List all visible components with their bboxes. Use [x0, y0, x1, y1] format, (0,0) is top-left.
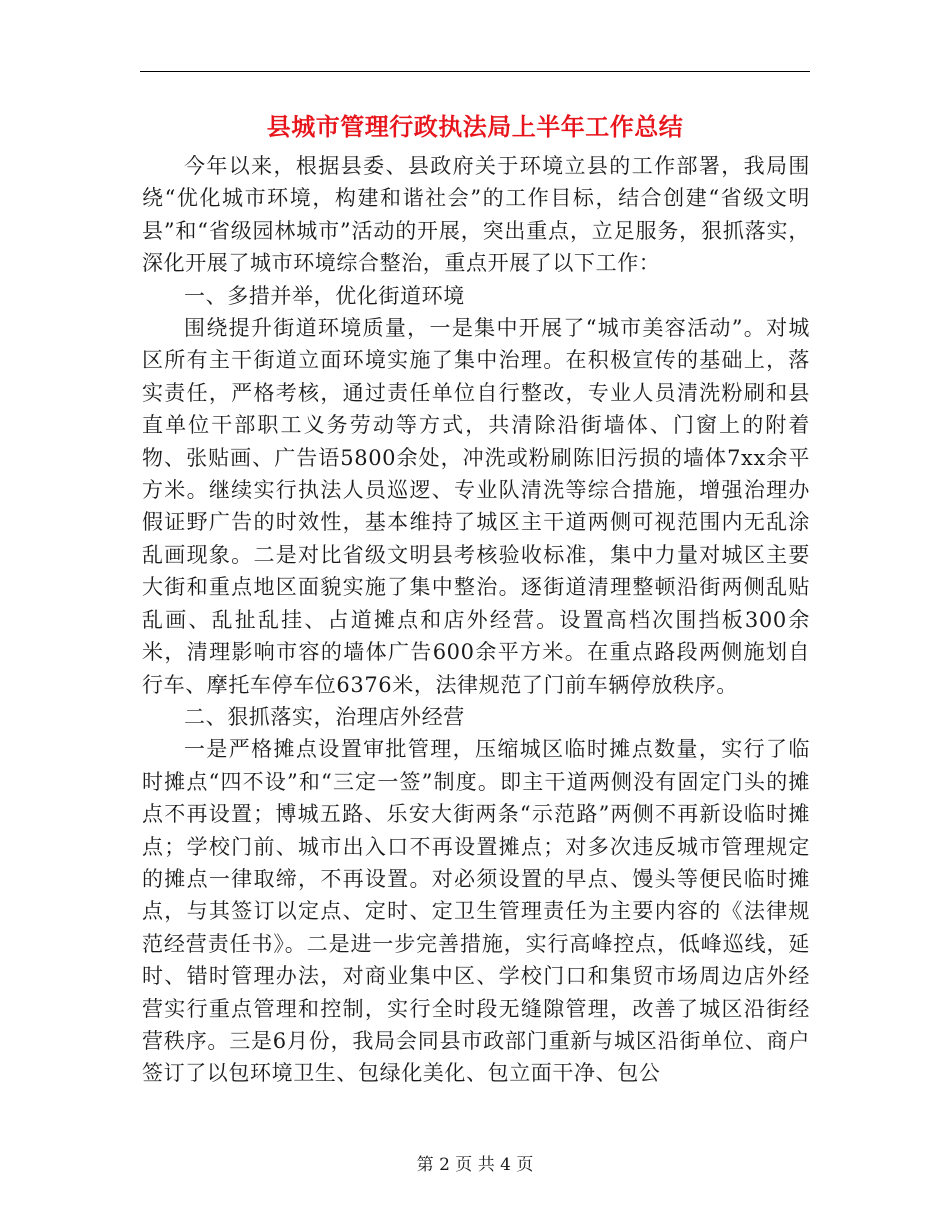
section-heading-1: 一、多措并举，优化街道环境 [184, 283, 465, 308]
footer-middle: 页 共 [455, 1155, 495, 1175]
footer-total-pages: 4 [500, 1155, 511, 1175]
footer-suffix: 页 [516, 1155, 534, 1175]
footer-current-page: 2 [439, 1155, 450, 1175]
paragraph-section-2: 一是严格摊点设置审批管理，压缩城区临时摊点数量，实行了临时摊点“四不设”和“三定一签”制度。即主干道两侧没有固定门头的摊点不再设置；博城五路、乐安大街两条“示范路”两侧不再新设临时摊点；学校门前、城市出入口不再设置摊点；对多次违反城市管理规定的摊点一律取缔，不再设置。对必须设置的早点、馒头等便民临时摊点，与其签订以定点、定时、定卫生管理责任为主要内容的《法律规范经营责任书》。二是进一步完善措施，实行高峰控点，低峰巡线，延时、错时管理办法，对商业集中区、学校门口和集贸市场周边店外经营实行重点管理和控制，实行全时段无缝隙管理，改善了城区沿街经营秩序。三是6月份，我局会同县市政部门重新与城区沿街单位、商户签订了以包环境卫生、包绿化美化、包立面干净、包公 [142, 737, 810, 1086]
document-body [142, 150, 810, 1090]
header-rule [140, 71, 810, 72]
paragraph-intro: 今年以来，根据县委、县政府关于环境立县的工作部署，我局围绕“优化城市环境，构建和谐社会”的工作目标，结合创建“省级文明县”和“省级园林城市”活动的开展，突出重点，立足服务，狠抓落实，深化开展了城市环境综合整治，重点开展了以下工作： [142, 154, 810, 276]
section-heading-2: 二、狠抓落实，治理店外经营 [184, 704, 465, 729]
page-footer [140, 1154, 810, 1176]
paragraph-section-1: 围绕提升街道环境质量，一是集中开展了“城市美容活动”。对城区所有主干街道立面环境实施了集中治理。在积极宣传的基础上，落实责任，严格考核，通过责任单位自行整改，专业人员清洗粉刷和县直单位干部职工义务劳动等方式，共清除沿街墙体、门窗上的附着物、张贴画、广告语5800余处，冲洗或粉刷陈旧污损的墙体7xx余平方米。继续实行执法人员巡逻、专业队清洗等综合措施，增强治理办假证野广告的时效性，基本维持了城区主干道两侧可视范围内无乱涂乱画现象。二是对比省级文明县考核验收标准，集中力量对城区主要大街和重点地区面貌实施了集中整治。逐街道清理整顿沿街两侧乱贴乱画、乱扯乱挂、占道摊点和店外经营。设置高档次围挡板300余米，清理影响市容的墙体广告600余平方米。在重点路段两侧施划自行车、摩托车停车位6376米，法律规范了门前车辆停放秩序。 [142, 316, 810, 697]
document-title: 县城市管理行政执法局上半年工作总结 [266, 113, 684, 141]
footer-prefix: 第 [416, 1155, 434, 1175]
